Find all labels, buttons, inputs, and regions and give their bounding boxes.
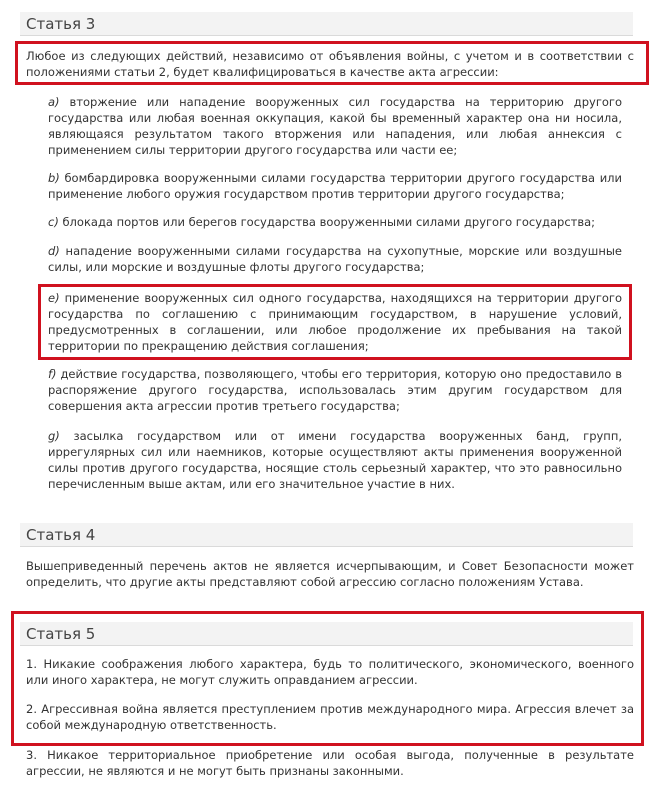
item-text: действие государства, позволяющего, чтобы его территория, которую оно предоставило в распоряжение другого государства, использовалась этим другим государством для совершения акта агрессии против третьего государства; xyxy=(48,367,622,413)
article-3-item-a xyxy=(48,94,622,158)
item-text: вторжение или нападение вооруженных сил государства на территорию другого государства или любая военная оккупация, какой бы временный характер она ни носила, являющаяся результатом такого вторжения или нападения, или любая аннексия с применением силы территории другого государства или части ее; xyxy=(48,95,622,157)
item-letter: f) xyxy=(48,367,57,381)
article-5-paragraph-3: 3. Никакое территориальное приобретение или особая выгода, полученные в результате агрессии, не являются и не могут быть признаны законными. xyxy=(26,748,634,778)
article-4-text: Вышеприведенный перечень актов не является исчерпывающим, и Совет Безопасности может определить, что другие акты представляют собой агрессию согласно положениям Устава. xyxy=(26,559,634,589)
article-3-intro: Любое из следующих действий, независимо от объявления войны, с учетом и в соответствии с положениями статьи 2, будет квалифицироваться в качестве акта агрессии: xyxy=(26,49,634,79)
item-text: бомбардировка вооруженными силами государства территории другого государства или применение любого оружия государством против территории другого государства; xyxy=(48,171,622,201)
article-3-item-d xyxy=(48,243,622,275)
item-letter: c) xyxy=(48,215,59,229)
item-letter: b) xyxy=(48,171,60,185)
article-3-item-g xyxy=(48,428,622,492)
article-3-item-e xyxy=(48,290,622,354)
item-letter: e) xyxy=(48,291,60,305)
article-3-heading: Статья 3 xyxy=(20,12,633,36)
item-text: нападение вооруженными силами государства на сухопутные, морские или воздушные силы, или морские и воздушные флоты другого государства; xyxy=(48,244,622,274)
article-5-paragraph-2: 2. Агрессивная война является преступлением против международного мира. Агрессия влечет за собой международную ответственность. xyxy=(26,702,634,732)
item-text: блокада портов или берегов государства вооруженными силами другого государства; xyxy=(58,215,596,229)
article-5-paragraph-1: 1. Никакие соображения любого характера, будь то политического, экономического, военного или иного характера, не могут служить оправданием агрессии. xyxy=(26,657,634,687)
item-text: применение вооруженных сил одного государства, находящихся на территории другого государства по соглашению с принимающим государством, в нарушение условий, предусмотренных в соглашении, или любое продолжение их пребывания на такой территории по прекращению действия соглашения; xyxy=(48,291,622,353)
item-text: засылка государством или от имени государства вооруженных банд, групп, иррегулярных сил или наемников, которые осуществляют акты применения вооруженной силы против другого государства, носящие столь серьезный характер, что это равносильно перечисленным выше актам, или его значительное участие в них. xyxy=(48,429,622,491)
article-5-heading: Статья 5 xyxy=(20,622,633,646)
item-letter: g) xyxy=(48,429,60,443)
item-letter: a) xyxy=(48,95,60,109)
article-3-item-f xyxy=(48,366,622,414)
article-3-item-c xyxy=(48,214,622,230)
item-letter: d) xyxy=(48,244,60,258)
article-4-heading: Статья 4 xyxy=(20,523,633,547)
article-3-item-b xyxy=(48,170,622,202)
